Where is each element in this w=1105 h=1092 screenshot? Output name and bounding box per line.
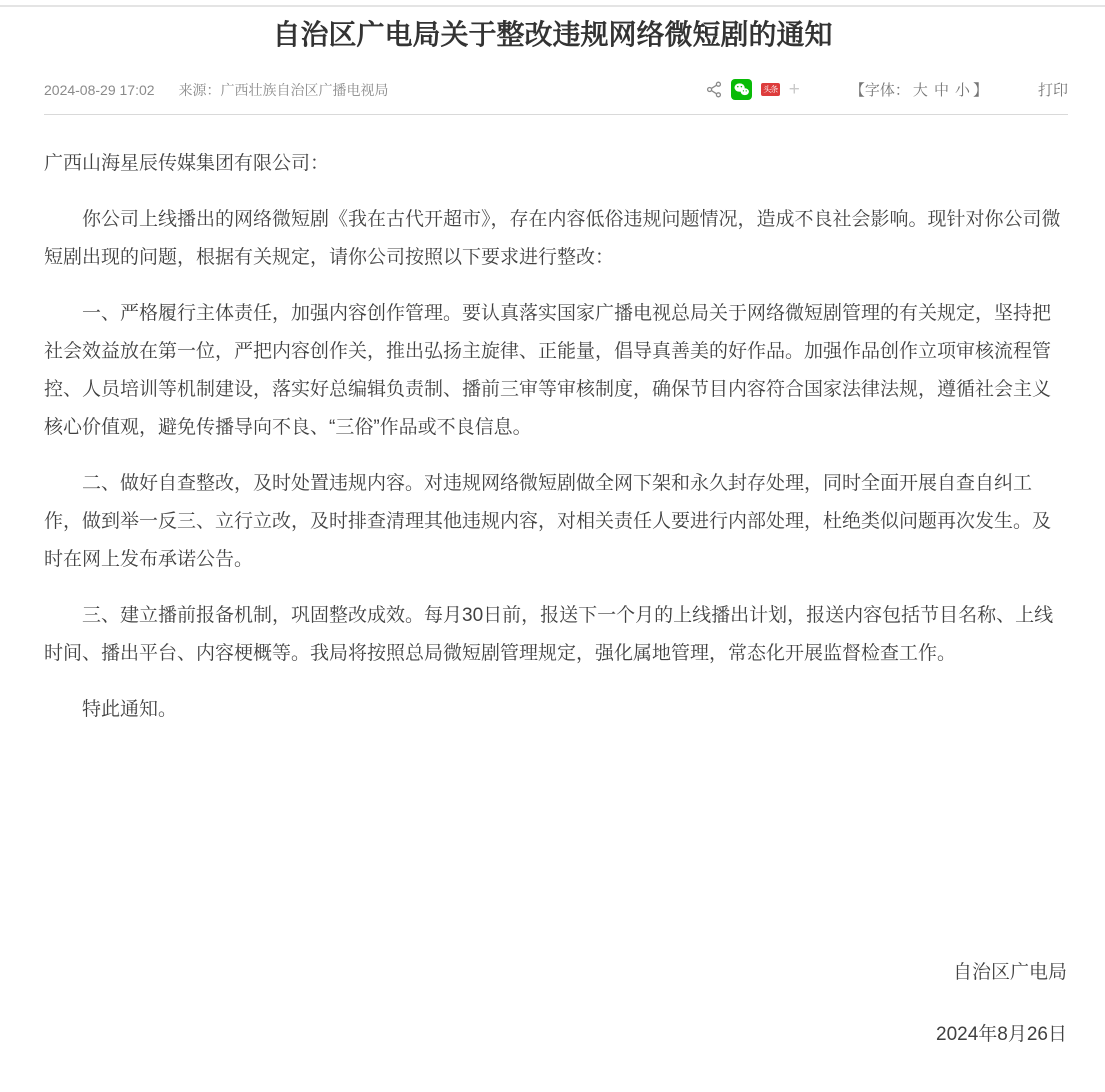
font-size-prefix: 【字体： (849, 82, 910, 100)
page-title: 自治区广电局关于整改违规网络微短剧的通知 (272, 19, 833, 50)
notice-salutation: 广西山海星辰传媒集团有限公司： (44, 153, 330, 175)
meta-right-group (706, 79, 1068, 100)
font-size-control (850, 79, 988, 100)
share-nodes-icon[interactable] (706, 81, 722, 98)
font-size-suffix: 】 (972, 82, 988, 100)
font-size-large-button[interactable]: 大 (912, 82, 928, 100)
notice-paragraph: 三、建立播前报备机制，巩固整改成效。每月30日前，报送下一个月的上线播出计划，报送内容包括节目名称、上线时间、播出平台、内容梗概等。我局将按照总局微短剧管理规定，强化属地管理，常态化开展监督检查工作。 (44, 605, 1054, 665)
article-meta-bar (0, 79, 1105, 100)
font-size-medium-button[interactable]: 中 (933, 82, 949, 100)
print-button[interactable]: 打印 (1037, 82, 1068, 100)
source-label: 来源：广西壮族自治区广播电视局 (178, 81, 389, 98)
share-toolbar (706, 79, 800, 100)
notice-paragraph: 一、严格履行主体责任，加强内容创作管理。要认真落实国家广播电视总局关于网络微短剧管理的有关规定，坚持把社会效益放在第一位，严把内容创作关，推出弘扬主旋律、正能量，倡导真善美的好作品。加强作品创作立项审核流程管控、人员培训等机制建设，落实好总编辑负责制、播前三审等审核制度，确保节目内容符合国家法律法规，遵循社会主义核心价值观，避免传播导向不良、“三俗”作品或不良信息。 (44, 303, 1052, 439)
top-border-line (0, 5, 1105, 7)
document-date: 2024年8月26日 (936, 1024, 1067, 1046)
publish-datetime: 2024-08-29 17:02 (44, 81, 155, 98)
font-size-small-button[interactable]: 小 (954, 82, 970, 100)
issuing-authority-signature: 自治区广电局 (952, 962, 1067, 984)
notice-closing: 特此通知。 (82, 699, 178, 721)
meta-left-group (44, 80, 389, 100)
wechat-share-icon[interactable] (731, 79, 752, 100)
more-share-plus-icon[interactable]: + (788, 79, 800, 101)
notice-paragraph: 你公司上线播出的网络微短剧《我在古代开超市》，存在内容低俗违规问题情况，造成不良社会影响。现针对你公司微短剧出现的问题，根据有关规定，请你公司按照以下要求进行整改： (44, 209, 1061, 269)
notice-paragraph: 二、做好自查整改，及时处置违规内容。对违规网络微短剧做全网下架和永久封存处理，同时全面开展自查自纠工作，做到举一反三、立行立改，及时排查清理其他违规内容，对相关责任人要进行内部处理，杜绝类似问题再次发生。及时在网上发布承诺公告。 (44, 473, 1052, 571)
toutiao-share-icon[interactable]: 头条 (761, 83, 780, 96)
notice-body (0, 115, 1105, 1054)
